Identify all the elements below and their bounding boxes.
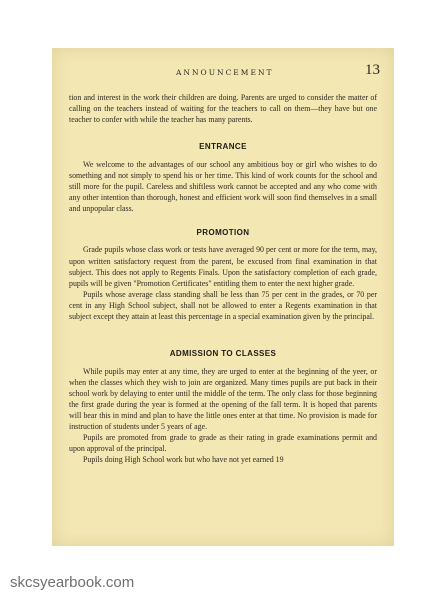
running-header [52,62,394,82]
admission-paragraph-2: Pupils are promoted from grade to grade as their rating in grade examinations permit and upon approval of the principal. [69,433,377,454]
page-body [69,92,377,465]
intro-paragraph: tion and interest in the work their children are doing. Parents are urged to consider the matter of calling on the teachers instead of waiting for the teachers to call on them—they have but one teacher to confer with while the teacher has many parents. [69,93,377,125]
page-number: 13 [365,62,380,78]
promotion-paragraph-1: Grade pupils whose class work or tests have averaged 90 per cent or more for the term, may, upon written satisfactory request from the parent, be excused from final examination in that subject. This does not apply to Regents Finals. Upon the satisfactory completion of each grade, pupils will be given "Promotion Certificates" entitling them to enter the next higher grade. [69,245,377,288]
promotion-paragraph-2: Pupils whose average class standing shall be less than 75 per cent in the grades, or 70 per cent in any High School subject, shall not be allowed to enter a Regents examination in that subject except they attain at least this percentage in a special examination given by the principal. [69,289,377,321]
admission-paragraph-3: Pupils doing High School work but who have not yet earned 19 [83,455,284,465]
site-watermark: skcsyearbook.com [10,574,135,591]
section-heading-promotion: PROMOTION [196,228,250,238]
entrance-paragraph: We welcome to the advantages of our school any ambitious boy or girl who wishes to do something and not simply to spend his or her time. This kind of work counts for the school and still more for the pupil. Careless and shiftless work cannot be accepted and any who come with any other intention than thorough, honest and efficient work will soon find themselves in a small and unpopular class. [69,160,377,214]
section-heading-admission: ADMISSION TO CLASSES [169,348,277,358]
admission-paragraph-1: While pupils may enter at any time, they are urged to enter at the beginning of the yeer, or when the classes which they wish to join are organized. Many times pupils are put back in their school work by delaying to enter until the middle of the term. The only class for those beginning the first grade during the year is formed at the opening of the fall term. It is hoped that parents will bear this in mind and plan to have the little ones enter at that time. No provision is made for instruction of students under 5 years of age. [69,366,377,432]
running-title: ANNOUNCEMENT [176,68,274,77]
yearbook-page [52,48,394,546]
section-heading-entrance: ENTRANCE [199,142,247,152]
